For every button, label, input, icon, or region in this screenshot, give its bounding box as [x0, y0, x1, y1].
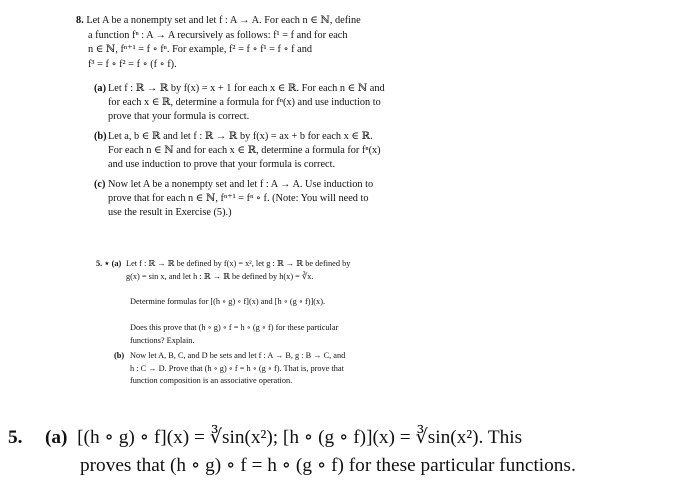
answer-line2: proves that (h ∘ g) ∘ f = h ∘ (g ∘ f) for these particular functions. [80, 455, 576, 476]
exercise-8-line4: f³ = f ∘ f² = f ∘ (f ∘ f). [88, 58, 177, 70]
answer-line1: [(h ∘ g) ∘ f](x) = ∛sin(x²); [h ∘ (g ∘ f)](x) = ∛sin(x²). This [77, 427, 523, 448]
ex5-a-para3 [130, 322, 430, 347]
part-b-line2: For each n ∈ ℕ and for each x ∈ ℝ, determine a formula for fⁿ(x) [108, 145, 381, 157]
part-a-line3: prove that your formula is correct. [108, 111, 250, 123]
part-a-line1: Let f : ℝ → ℝ by f(x) = x + 1 for each x ∈ ℝ. For each n ∈ ℕ and [108, 83, 385, 95]
ex5-b-line3: function composition is an associative operation. [130, 376, 293, 386]
exercise-5-part-a [96, 258, 430, 283]
exercise-5-number: 5. ⋆ [96, 259, 110, 268]
part-label: (b) [94, 131, 107, 142]
ex5-a-line1: Let f : ℝ → ℝ be defined by f(x) = x², let g : ℝ → ℝ be defined by [126, 259, 351, 268]
part-label: (a) [111, 259, 122, 268]
exercise-8-part-a [94, 82, 444, 125]
exercise-8-part-b [94, 130, 444, 173]
exercise-8-part-c [94, 178, 444, 221]
part-c-line2: prove that for each n ∈ ℕ, fⁿ⁺¹ = fⁿ ∘ f. (Note: You will need to [108, 193, 369, 205]
exercise-8-line3: n ∈ ℕ, fⁿ⁺¹ = f ∘ fⁿ. For example, f² = f ∘ f¹ = f ∘ f and [88, 44, 313, 56]
part-label: (a) [94, 83, 107, 94]
ex5-b-line2: h : C → D. Prove that (h ∘ g) ∘ f = h ∘ (g ∘ f). That is, prove that [130, 363, 344, 373]
exercise-8-intro [76, 14, 442, 72]
exercise-8-line1: Let A be a nonempty set and let f : A → A. For each n ∈ ℕ, define [86, 15, 361, 26]
ex5-a-para3-line2: functions? Explain. [130, 335, 195, 345]
exercise-8-line2: a function fⁿ : A → A recursively as follows: f¹ = f and for each [88, 29, 348, 41]
ex5-a-para2: Determine formulas for [(h ∘ g) ∘ f](x) and [h ∘ (g ∘ f)](x). [130, 297, 326, 306]
answer-part-label: (a) [45, 427, 68, 448]
part-a-line2: for each x ∈ ℝ, determine a formula for fⁿ(x) and use induction to [108, 97, 381, 109]
part-label: (b) [114, 351, 125, 360]
ex5-a-line2: g(x) = sin x, and let h : ℝ → ℝ be defined by h(x) = ∛x. [126, 271, 314, 281]
part-label: (c) [94, 179, 106, 190]
part-b-line1: Let a, b ∈ ℝ and let f : ℝ → ℝ by f(x) = ax + b for each x ∈ ℝ. [108, 131, 373, 143]
part-c-line1: Now let A be a nonempty set and let f : A → A. Use induction to [108, 179, 374, 191]
ex5-b-line1: Now let A, B, C, and D be sets and let f : A → B, g : B → C, and [130, 351, 346, 360]
answer-number: 5. [8, 427, 23, 448]
exercise-8-number: 8. [76, 15, 84, 26]
part-c-line3: use the result in Exercise (5).) [108, 207, 232, 219]
ex5-a-para3-line1: Does this prove that (h ∘ g) ∘ f = h ∘ (g ∘ f) for these particular [130, 323, 339, 332]
part-b-line3: and use induction to prove that your formula is correct. [108, 159, 336, 171]
exercise-5-part-b [114, 350, 430, 388]
